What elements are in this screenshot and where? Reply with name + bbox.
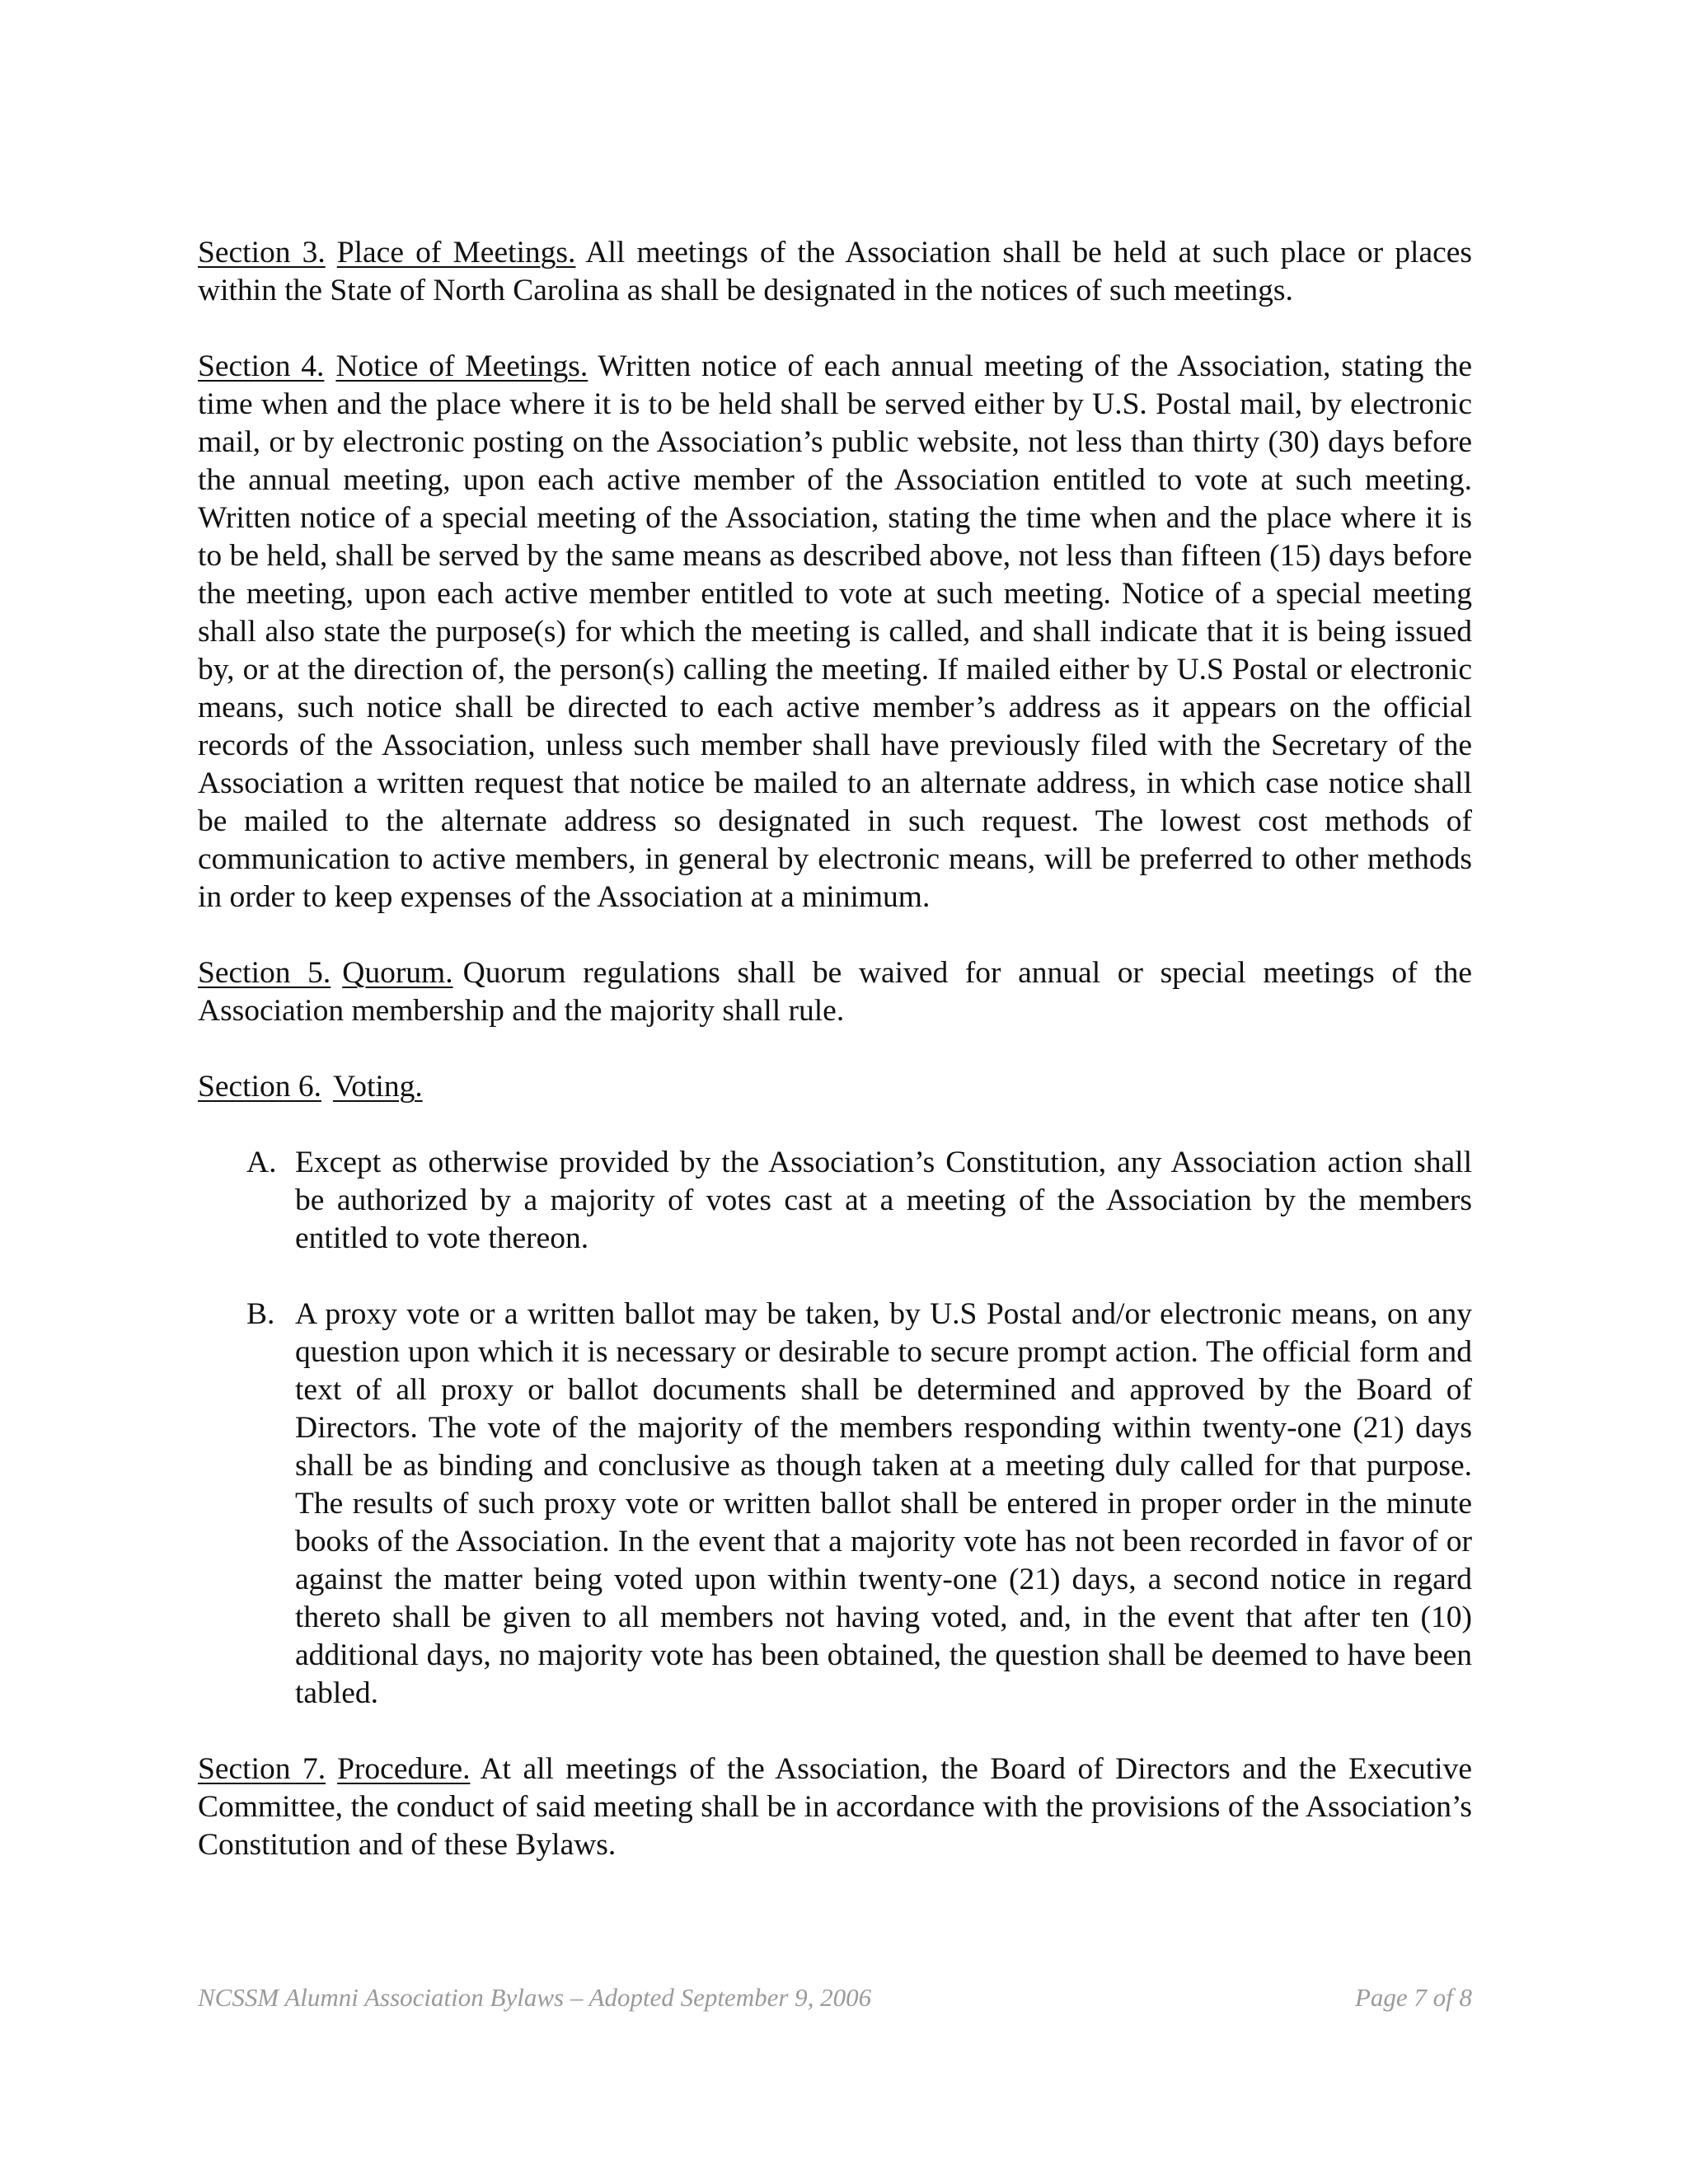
footer-document-title: NCSSM Alumni Association Bylaws – Adopted September 9, 2006	[198, 1983, 872, 2012]
list-item	[198, 1144, 1472, 1258]
section-title: Voting.	[332, 1070, 423, 1104]
section-title: Notice of Meetings.	[335, 349, 588, 383]
section-title: Place of Meetings.	[336, 236, 576, 269]
section-number: Section 7.	[198, 1752, 326, 1786]
section-body: All meetings of the Association shall be held at such place or places within the State of North Carolina as shall be designated in the notices of such meetings.	[198, 236, 1472, 307]
section-body: Written notice of each annual meeting of the Association, stating the time when and the place where it is to be held shall be served either by U.S. Postal mail, by electronic mail, or by electronic posting on the Association’s public website, not less than thirty (30) days before the annual meeting, upon each active member of the Association entitled to vote at such meeting. Written notice of a special meeting of the Association, stating the time when and the place where it is to be held, shall be served by the same means as described above, not less than fifteen (15) days before the meeting, upon each active member entitled to vote at such meeting. Notice of a special meeting shall also state the purpose(s) for which the meeting is called, and shall indicate that it is being issued by, or at the direction of, the person(s) calling the meeting. If mailed either by U.S Postal or electronic means, such notice shall be directed to each active member’s address as it appears on the official records of the Association, unless such member shall have previously filed with the Secretary of the Association a written request that notice be mailed to an alternate address, in which case notice shall be mailed to the alternate address so designated in such request. The lowest cost methods of communication to active members, in general by electronic means, will be preferred to other methods in order to keep expenses of the Association at a minimum.	[198, 349, 1472, 914]
section-6	[198, 1068, 1472, 1106]
section-4	[198, 348, 1472, 916]
section-title: Procedure.	[337, 1752, 471, 1786]
page-footer	[198, 1983, 1472, 2013]
list-item	[198, 1296, 1472, 1713]
list-item-text: Except as otherwise provided by the Association’s Constitution, any Association action shall be authorized by a majority of votes cast at a meeting of the Association by the members entitled to vote thereon.	[295, 1146, 1472, 1255]
section-body: At all meetings of the Association, the Board of Directors and the Executive Committee, the conduct of said meeting shall be in accordance with the provisions of the Association’s Constitution and of these Bylaws.	[198, 1752, 1472, 1862]
section-7	[198, 1750, 1472, 1864]
section-body: Quorum regulations shall be waived for annual or special meetings of the Association membership and the majority shall rule.	[198, 956, 1472, 1028]
document-page	[198, 234, 1472, 1902]
section-5	[198, 954, 1472, 1030]
section-number: Section 5.	[198, 956, 331, 990]
section-number: Section 4.	[198, 349, 325, 383]
list-marker: A.	[246, 1146, 277, 1179]
footer-page-number: Page 7 of 8	[1354, 1983, 1472, 2012]
section-number: Section 3.	[198, 236, 326, 269]
section-3	[198, 234, 1472, 310]
list-marker: B.	[246, 1297, 275, 1331]
voting-list	[198, 1144, 1472, 1713]
list-item-text: A proxy vote or a written ballot may be taken, by U.S Postal and/or electronic means, on any question upon which it is necessary or desirable to secure prompt action. The official form and text of all proxy or ballot documents shall be determined and approved by the Board of Directors. The vote of the majority of the members responding within twenty-one (21) days shall be as binding and conclusive as though taken at a meeting duly called for that purpose. The results of such proxy vote or written ballot shall be entered in proper order in the minute books of the Association. In the event that a majority vote has not been recorded in favor of or against the matter being voted upon within twenty-one (21) days, a second notice in regard thereto shall be given to all members not having voted, and, in the event that after ten (10) additional days, no majority vote has been obtained, the question shall be deemed to have been tabled.	[295, 1297, 1472, 1710]
section-number: Section 6.	[198, 1070, 321, 1104]
section-title: Quorum.	[342, 956, 453, 990]
